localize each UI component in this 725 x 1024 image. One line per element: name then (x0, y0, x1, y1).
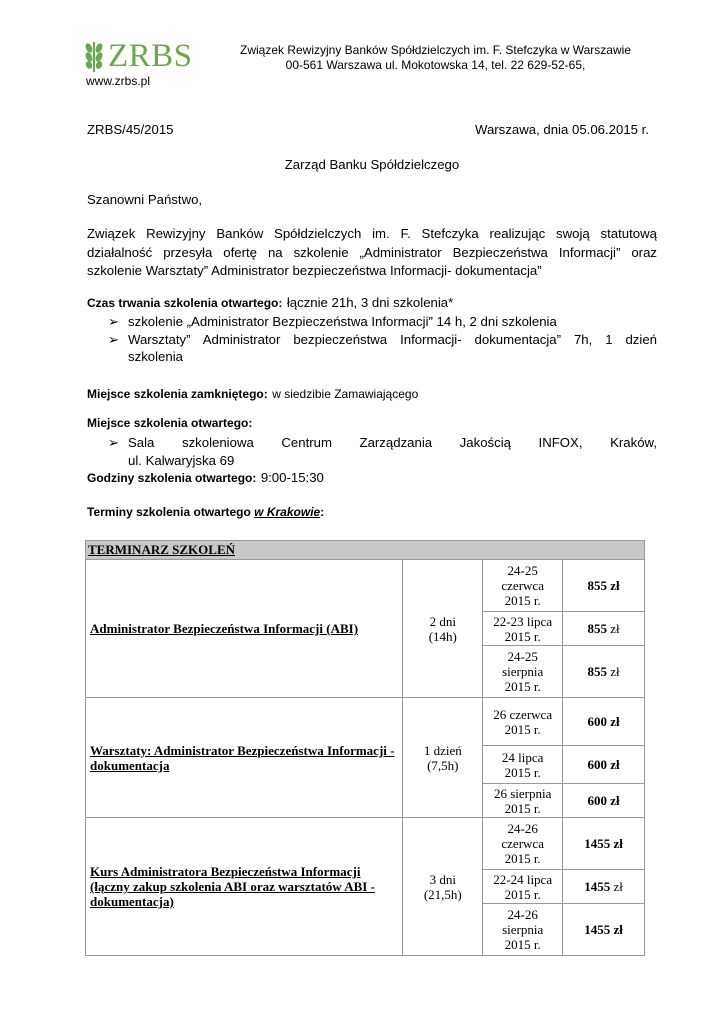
terms-place: w Krakowie (254, 505, 321, 519)
session-price: 855 zł (563, 646, 645, 698)
session-date: 24-26 sierpnia 2015 r. (483, 904, 563, 956)
session-date: 24-25 czerwca 2015 r. (483, 560, 563, 612)
duration-item-2-cont: szkolenia (128, 349, 183, 364)
intro-line-3: szkolenie Warsztaty” Administrator bezpieczeństwa Informacji- dokumentacja” (87, 263, 542, 278)
session-price: 855 zł (563, 560, 645, 612)
session-price: 600 zł (563, 746, 645, 784)
session-date: 24-26 czerwca 2015 r. (483, 818, 563, 870)
org-address: 00-561 Warszawa ul. Mokotowska 14, tel. 22 629-52-65, (285, 58, 586, 72)
hours-value: 9:00-15:30 (260, 470, 324, 485)
course-duration: 2 dni (14h) (403, 560, 483, 698)
session-price: 600 zł (563, 698, 645, 746)
hours-row (87, 469, 324, 487)
hours-label: Godziny szkolenia otwartego: (87, 471, 257, 485)
schedule-row (86, 560, 645, 612)
org-name: Związek Rewizyjny Banków Spółdzielczych im. F. Stefczyka w Warszawie (239, 43, 631, 57)
course-duration: 1 dzień (7,5h) (403, 698, 483, 818)
arrow-bullet-icon: ➢ (108, 435, 120, 450)
closed-place-label: Miejsce szkolenia zamkniętego: (87, 387, 268, 401)
schedule-row (86, 698, 645, 746)
session-price: 1455 zł (563, 818, 645, 870)
website-link[interactable]: www.zrbs.pl (86, 74, 151, 88)
open-place-label: Miejsce szkolenia otwartego: (87, 416, 253, 430)
terms-heading: Terminy szkolenia otwartego w Krakowie: (87, 505, 325, 519)
arrow-bullet-icon: ➢ (108, 314, 120, 329)
session-date: 26 czerwca 2015 r. (483, 698, 563, 746)
session-date: 24-25 sierpnia 2015 r. (483, 646, 563, 698)
recipient: Zarząd Banku Spółdzielczego (284, 157, 460, 172)
course-name: Warsztaty: Administrator Bezpieczeństwa Informacji - dokumentacja (86, 698, 403, 818)
session-price: 855 zł (563, 612, 645, 646)
schedule-row (86, 818, 645, 870)
logo-text: ZRBS (108, 38, 193, 74)
duration-row (87, 294, 453, 312)
duration-value: łącznie 21h, 3 dni szkolenia* (286, 295, 454, 310)
arrow-bullet-icon: ➢ (108, 332, 120, 347)
open-place-address: ul. Kalwaryjska 69 (128, 453, 235, 468)
session-price: 1455 zł (563, 870, 645, 904)
closed-place-value: w siedzibie Zamawiającego (272, 387, 419, 401)
session-date: 22-24 lipca 2015 r. (483, 870, 563, 904)
schedule-title: TERMINARZ SZKOLEŃ (86, 541, 645, 560)
session-price: 1455 zł (563, 904, 645, 956)
course-duration: 3 dni (21,5h) (403, 818, 483, 956)
place-date: Warszawa, dnia 05.06.2015 r. (475, 122, 649, 137)
course-name: Administrator Bezpieczeństwa Informacji (ABI) (86, 560, 403, 698)
intro-line-2: działalność przesyła ofertę na szkolenie „Administrator Bezpieczeństwa Informacji” oraz (87, 245, 657, 260)
session-date: 22-23 lipca 2015 r. (483, 612, 563, 646)
reference-number: ZRBS/45/2015 (87, 122, 174, 137)
intro-line-1: Związek Rewizyjny Banków Spółdzielczych im. F. Stefczyka realizując swoją statutową (87, 226, 657, 241)
schedule-header-row (86, 541, 645, 560)
duration-label: Czas trwania szkolenia otwartego: (87, 296, 283, 310)
closed-place-row (87, 385, 418, 403)
wheat-logo-icon (84, 40, 104, 72)
session-date: 24 lipca 2015 r. (483, 746, 563, 784)
schedule-table (85, 540, 645, 956)
session-price: 600 zł (563, 784, 645, 818)
course-name: Kurs Administratora Bezpieczeństwa Informacji (łączny zakup szkolenia ABI oraz warsztatów ABI - dokumentacja) (86, 818, 403, 956)
session-date: 26 sierpnia 2015 r. (483, 784, 563, 818)
salutation: Szanowni Państwo, (87, 192, 203, 207)
